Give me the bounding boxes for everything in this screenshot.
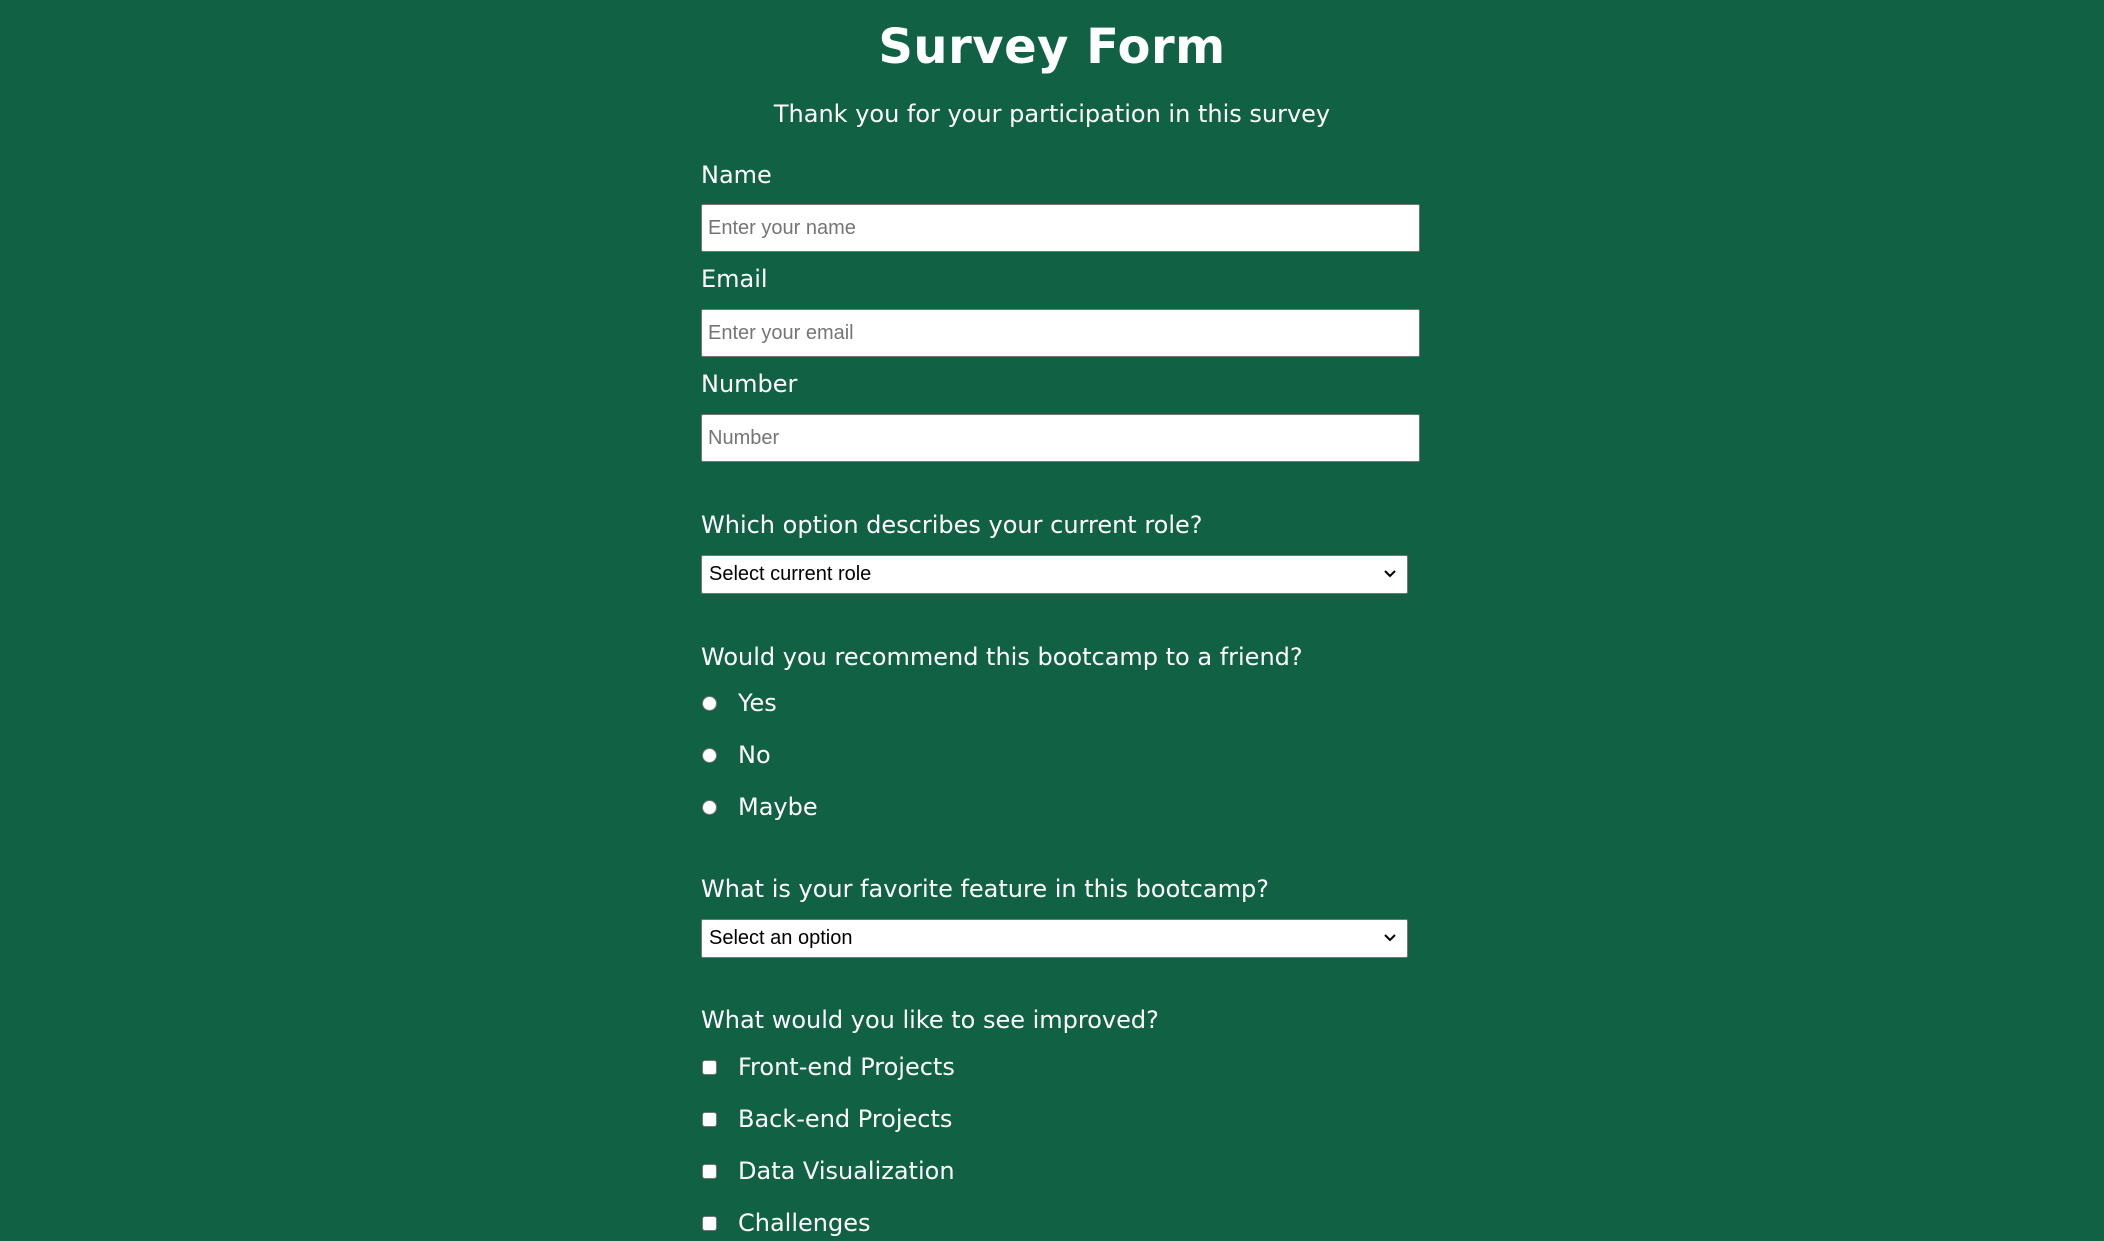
number-input[interactable] [701,414,1420,462]
radio-button[interactable] [702,748,717,763]
checkbox[interactable] [702,1112,717,1127]
radio-label: No [738,741,771,769]
radio-option-yes[interactable] [701,687,777,719]
checkbox[interactable] [702,1216,717,1231]
favorite-feature-select-value: Select an option [709,927,853,949]
checkbox-option-challenges[interactable] [701,1207,871,1239]
role-select-value: Select current role [709,563,872,585]
role-question: Which option describes your current role? [701,511,1203,539]
checkbox-option-back-end-projects[interactable] [701,1103,952,1135]
chevron-down-icon [1383,569,1397,579]
radio-label: Maybe [738,793,818,821]
radio-option-no[interactable] [701,739,771,771]
radio-button[interactable] [702,696,717,711]
improvements-question: What would you like to see improved? [701,1006,1159,1034]
checkbox-option-front-end-projects[interactable] [701,1051,955,1083]
favorite-feature-question: What is your favorite feature in this bootcamp? [701,875,1269,903]
checkbox-label: Data Visualization [738,1157,955,1185]
number-label: Number [701,370,798,398]
name-label: Name [701,161,772,189]
favorite-feature-select[interactable] [701,919,1408,958]
chevron-down-icon [1383,933,1397,943]
name-input[interactable] [701,204,1420,252]
checkbox-label: Back-end Projects [738,1105,953,1133]
checkbox[interactable] [702,1164,717,1179]
page-subtitle: Thank you for your participation in this survey [773,100,1331,128]
checkbox-label: Front-end Projects [738,1053,955,1081]
radio-label: Yes [738,689,777,717]
recommend-question: Would you recommend this bootcamp to a friend? [701,643,1303,671]
email-label: Email [701,265,768,293]
checkbox-label: Challenges [738,1209,871,1237]
page-title: Survey Form [878,19,1226,75]
radio-button[interactable] [702,800,717,815]
role-select[interactable] [701,555,1408,594]
checkbox-option-data-visualization[interactable] [701,1155,955,1187]
radio-option-maybe[interactable] [701,791,818,823]
email-input[interactable] [701,309,1420,357]
checkbox[interactable] [702,1060,717,1075]
